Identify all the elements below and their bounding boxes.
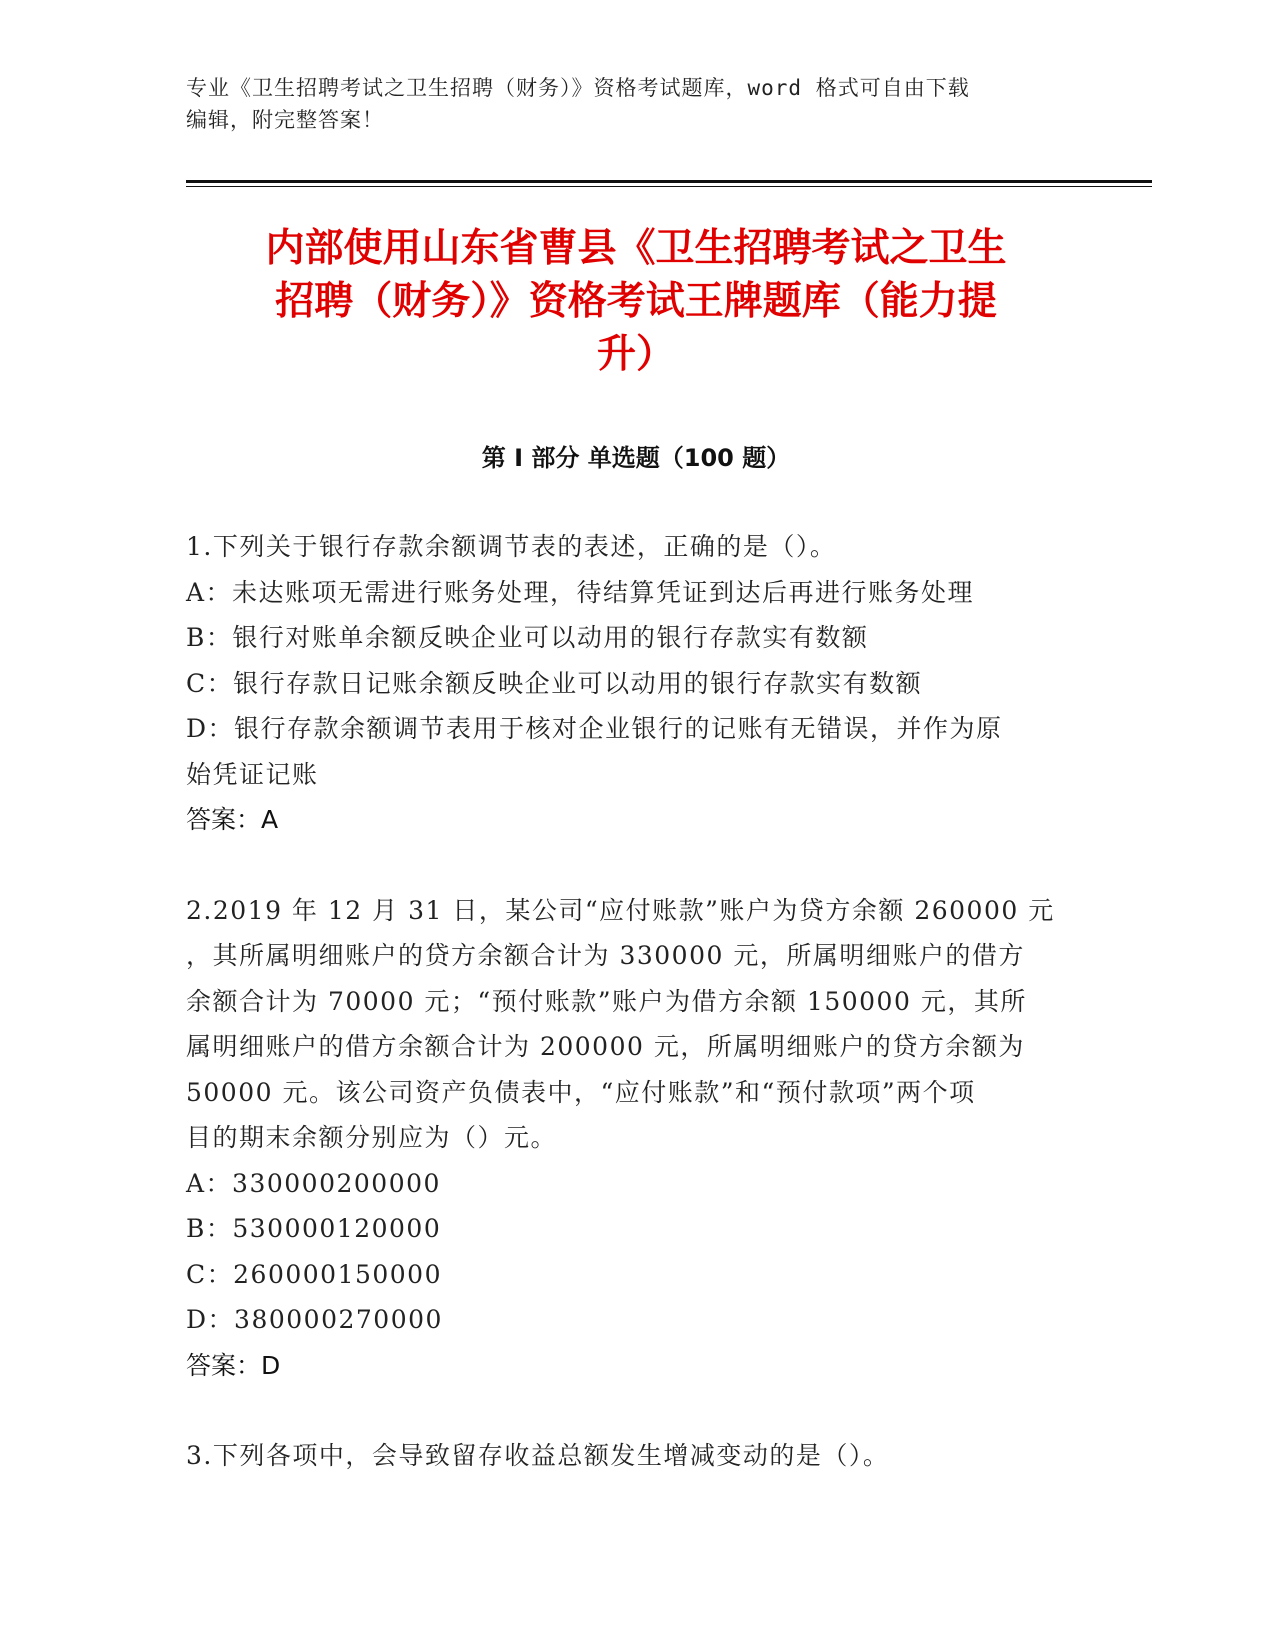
- answer-label: 答案：D: [186, 1350, 281, 1380]
- question-stem-continued: ，其所属明细账户的贷方余额合计为 330000 元，所属明细账户的借方: [186, 941, 1025, 970]
- question-block: [186, 1433, 1086, 1479]
- header-note: [186, 72, 1086, 136]
- header-note-line: 专业《卫生招聘考试之卫生招聘（财务）》资格考试题库，word 格式可自由下载: [186, 76, 970, 100]
- question-stem-continued: 50000 元。该公司资产负债表中，“应付账款”和“预付款项”两个项: [186, 1077, 976, 1107]
- question-stem-continued: 余额合计为 70000 元；“预付账款”账户为借方余额 150000 元，其所: [186, 986, 1027, 1016]
- option-a: A：未达账项无需进行账务处理，待结算凭证到达后再进行账务处理: [186, 577, 975, 607]
- title-line: 内部使用山东省曹县《卫生招聘考试之卫生: [265, 226, 1007, 271]
- answer-label: 答案：A: [186, 805, 279, 834]
- option-b: B：530000120000: [186, 1214, 442, 1243]
- question-stem-continued: 属明细账户的借方余额合计为 200000 元，所属明细账户的贷方余额为: [186, 1032, 1025, 1061]
- question-stem: 2.2019 年 12 月 31 日，某公司“应付账款”账户为贷方余额 260000 元: [186, 895, 1055, 925]
- question-block: [186, 888, 1086, 1389]
- option-d: D：银行存款余额调节表用于核对企业银行的记账有无错误，并作为原: [186, 714, 1003, 743]
- option-a: A：330000200000: [186, 1168, 441, 1198]
- option-d-continued: 始凭证记账: [186, 759, 319, 789]
- header-divider-thick: [186, 180, 1152, 183]
- question-stem: 1.下列关于银行存款余额调节表的表述，正确的是（）。: [186, 532, 837, 561]
- section-heading: 第 I 部分 单选题（100 题）: [481, 444, 791, 472]
- title-line: 招聘（财务）》资格考试王牌题库（能力提: [275, 279, 997, 324]
- header-divider-thin: [186, 186, 1152, 187]
- question-stem-continued: 目的期末余额分别应为（）元。: [186, 1123, 558, 1152]
- spacer: [186, 1388, 1086, 1433]
- question-list: [186, 524, 1086, 1479]
- title-line: 升）: [596, 332, 675, 377]
- option-b: B：银行对账单余额反映企业可以动用的银行存款实有数额: [186, 623, 869, 652]
- document-title: [186, 222, 1086, 381]
- spacer: [186, 843, 1086, 888]
- question-block: [186, 524, 1086, 843]
- question-stem: 3.下列各项中，会导致留存收益总额发生增减变动的是（）。: [186, 1441, 890, 1470]
- header-note-line: 编辑，附完整答案！: [186, 108, 384, 132]
- option-c: C：银行存款日记账余额反映企业可以动用的银行存款实有数额: [186, 668, 923, 698]
- option-d: D：380000270000: [186, 1305, 443, 1334]
- option-c: C：260000150000: [186, 1259, 442, 1289]
